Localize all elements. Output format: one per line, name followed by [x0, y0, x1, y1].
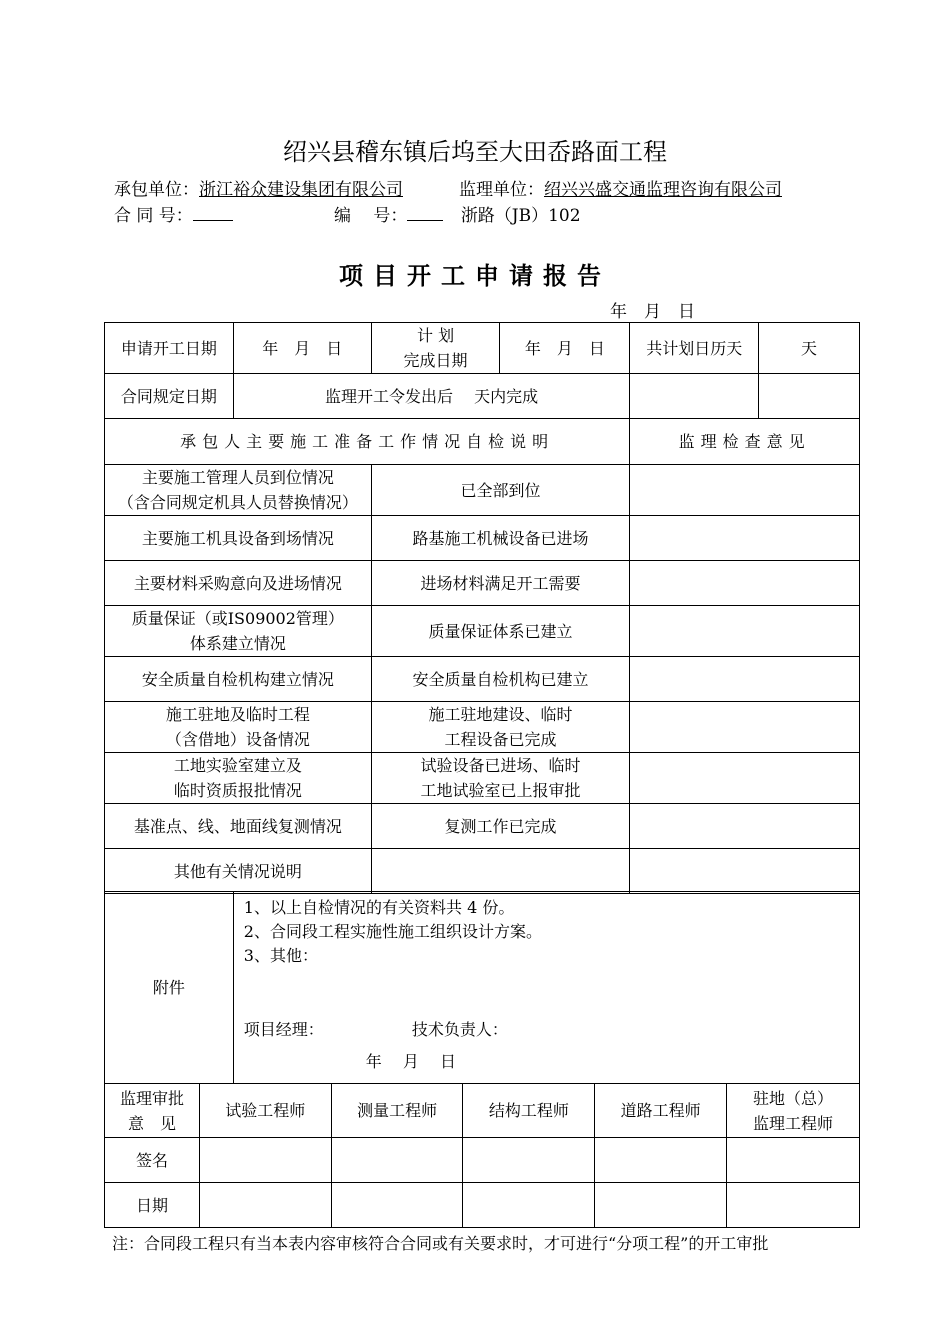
sign-cell [463, 1138, 595, 1183]
item-label-line1: 施工驻地及临时工程 [165, 705, 310, 724]
item-status: 已全部到位 [371, 465, 630, 516]
approval-table [104, 1083, 860, 1228]
item-status: 质量保证体系已建立 [371, 606, 630, 657]
project-manager-label: 项目经理： [243, 1020, 324, 1039]
date-cell [331, 1183, 463, 1228]
sign-cell [199, 1138, 331, 1183]
contract-date-blank-1 [630, 374, 759, 419]
item-status: 进场材料满足开工需要 [371, 561, 630, 606]
row-dates [105, 323, 860, 374]
apply-date-value: 年 月 日 [233, 323, 371, 374]
footnote: 注：合同段工程只有当本表内容审核符合合同或有关要求时，才可进行“分项工程”的开工审批 [112, 1234, 769, 1253]
apply-date-label: 申请开工日期 [105, 323, 234, 374]
signature-line [244, 1018, 859, 1042]
date-label: 日期 [105, 1183, 200, 1228]
col-road-engineer: 道路工程师 [595, 1084, 727, 1138]
row-section-header [105, 419, 860, 465]
item-label-line1: 主要施工管理人员到位情况 [141, 468, 334, 487]
attachment-line3: 3、其他： [243, 946, 318, 965]
plan-date-value: 年 月 日 [500, 323, 630, 374]
plan-label-line1: 计 划 [417, 326, 455, 345]
item-supervision [630, 561, 860, 606]
contract-date-value: 监理开工令发出后 天内完成 [233, 374, 629, 419]
item-supervision [630, 702, 860, 753]
serial-value: 浙路（JB）102 [460, 206, 581, 226]
contractor-value: 浙江裕众建设集团有限公司 [199, 180, 403, 200]
plan-complete-label [371, 323, 500, 374]
resident-line2: 监理工程师 [753, 1113, 834, 1133]
item-label [105, 606, 372, 657]
contract-date-label: 合同规定日期 [105, 374, 234, 419]
table-row [105, 702, 860, 753]
item-status-line2: 工地试验室已上报审批 [420, 781, 581, 800]
total-days-label: 共计划日历天 [630, 323, 759, 374]
serial-blank [407, 205, 443, 221]
item-status: 路基施工机械设备已进场 [371, 516, 630, 561]
supervisor-label: 监理单位： [459, 180, 544, 200]
contractor-line [114, 175, 403, 200]
attachment-label: 附件 [105, 892, 234, 1084]
contract-date-blank-2 [759, 374, 860, 419]
attachment-date: 年 月 日 [365, 1052, 456, 1071]
serial-line [334, 201, 581, 226]
supervisor-line [459, 175, 782, 200]
date-cell [463, 1183, 595, 1228]
contractor-label: 承包单位： [114, 180, 199, 200]
item-label-line2: （含合同规定机具人员替换情况） [117, 493, 358, 512]
approval-label [105, 1084, 200, 1138]
attachment-line1: 1、以上自检情况的有关资料共 4 份。 [243, 898, 515, 917]
contract-no-blank [193, 205, 233, 221]
tech-lead-label: 技术负责人： [411, 1020, 508, 1039]
project-title: 绍兴县稽东镇后坞至大田岙路面工程 [283, 138, 667, 166]
item-label-line1: 质量保证（或IS09002管理） [131, 609, 344, 628]
item-status [371, 849, 630, 894]
item-status [371, 702, 630, 753]
item-supervision [630, 753, 860, 804]
table-row [105, 657, 860, 702]
item-status-line1: 施工驻地建设、临时 [428, 705, 573, 724]
item-label-line2: 临时资质报批情况 [173, 781, 302, 800]
item-status-line1: 试验设备已进场、临时 [420, 756, 581, 775]
row-contract-date [105, 374, 860, 419]
item-label: 安全质量自检机构建立情况 [105, 657, 372, 702]
total-days-unit: 天 [759, 323, 860, 374]
item-label-line1: 工地实验室建立及 [173, 756, 302, 775]
col-resident-engineer [727, 1084, 860, 1138]
report-title: 项目开工申请报告 [339, 261, 611, 290]
item-supervision [630, 516, 860, 561]
item-label [105, 753, 372, 804]
date-cell [595, 1183, 727, 1228]
item-label: 主要材料采购意向及进场情况 [105, 561, 372, 606]
table-row [105, 753, 860, 804]
item-supervision [630, 804, 860, 849]
item-label: 其他有关情况说明 [105, 849, 372, 894]
attachment-table [104, 891, 860, 1084]
report-date: 年 月 日 [610, 302, 695, 322]
contract-no-label: 合 同 号： [114, 206, 193, 226]
resident-line1: 驻地（总） [753, 1088, 834, 1108]
item-status: 安全质量自检机构已建立 [371, 657, 630, 702]
sign-cell [595, 1138, 727, 1183]
item-label [105, 465, 372, 516]
date-cell [727, 1183, 860, 1228]
table-row [105, 465, 860, 516]
table-row [105, 606, 860, 657]
table-row [105, 561, 860, 606]
col-survey-engineer: 测量工程师 [331, 1084, 463, 1138]
date-cell [199, 1183, 331, 1228]
sign-label: 签名 [105, 1138, 200, 1183]
item-status: 复测工作已完成 [371, 804, 630, 849]
item-status [371, 753, 630, 804]
application-table [104, 322, 860, 894]
item-supervision [630, 606, 860, 657]
item-supervision [630, 657, 860, 702]
attachment-content [233, 892, 859, 1084]
attachment-line2: 2、合同段工程实施性施工组织设计方案。 [243, 922, 542, 941]
sign-row [105, 1138, 860, 1183]
date-row [105, 1183, 860, 1228]
supervisor-value: 绍兴兴盛交通监理咨询有限公司 [544, 180, 782, 200]
supervision-header: 监理检查意见 [630, 419, 860, 465]
table-row [105, 516, 860, 561]
col-test-engineer: 试验工程师 [199, 1084, 331, 1138]
approval-label-line1: 监理审批 [119, 1088, 184, 1108]
item-label: 基准点、线、地面线复测情况 [105, 804, 372, 849]
table-row [105, 849, 860, 894]
sign-cell [727, 1138, 860, 1183]
table-row [105, 804, 860, 849]
item-label [105, 702, 372, 753]
col-structure-engineer: 结构工程师 [463, 1084, 595, 1138]
contract-no-line [114, 201, 233, 226]
item-supervision [630, 849, 860, 894]
item-label-line2: （含借地）设备情况 [165, 730, 310, 749]
serial-label: 编 号： [334, 206, 408, 226]
approval-label-line2: 意 见 [127, 1113, 176, 1133]
sign-cell [331, 1138, 463, 1183]
item-status-line2: 工程设备已完成 [444, 730, 557, 749]
self-check-header: 承包人主要施工准备工作情况自检说明 [105, 419, 630, 465]
plan-label-line2: 完成日期 [403, 351, 468, 370]
item-supervision [630, 465, 860, 516]
item-label-line2: 体系建立情况 [189, 634, 286, 653]
item-label: 主要施工机具设备到场情况 [105, 516, 372, 561]
